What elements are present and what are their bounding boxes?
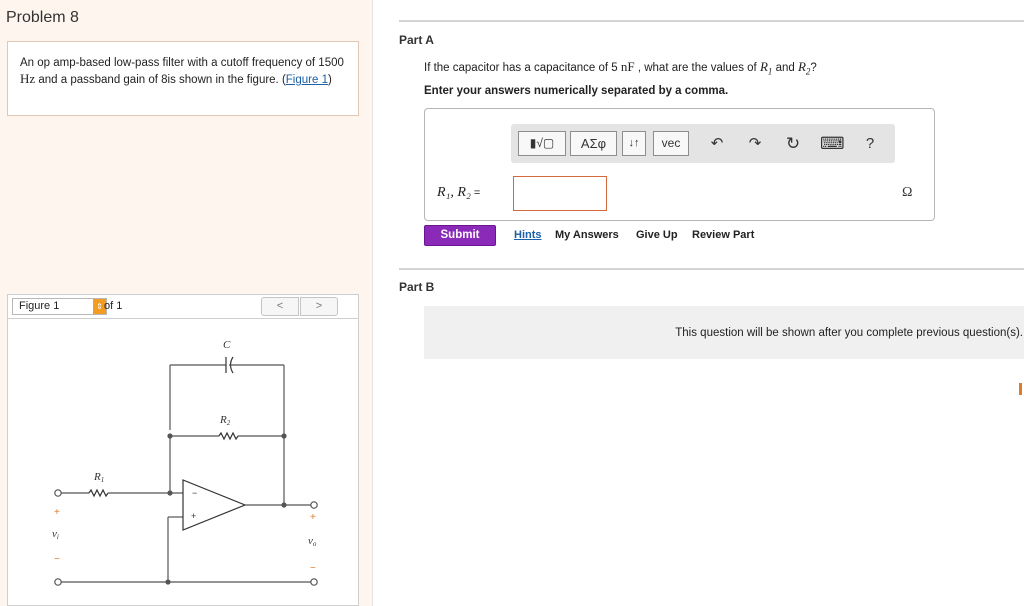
part-a-title: Part A <box>399 33 434 47</box>
question-text: and <box>772 62 798 74</box>
select-arrow-icon: ⇕ <box>93 299 106 314</box>
vector-button[interactable]: vec <box>653 131 689 156</box>
opamp-minus-sign: − <box>192 488 198 498</box>
undo-icon[interactable]: ↶ <box>710 135 724 152</box>
symbol-r1: $R_1$ <box>759 59 773 77</box>
output-minus-sign: − <box>310 563 316 574</box>
review-part-link[interactable]: Review Part <box>692 229 755 241</box>
figure-panel <box>7 294 359 606</box>
reset-icon[interactable]: ↻ <box>785 134 801 153</box>
question-text: If the capacitor has a capacitance of 5 <box>424 62 621 74</box>
node <box>281 502 286 507</box>
input-ground-terminal <box>55 579 61 585</box>
ohm-unit: Ω <box>902 185 913 200</box>
problem-title: Problem 8 <box>6 9 79 26</box>
circuit-diagram <box>8 320 358 606</box>
answer-input[interactable] <box>513 176 607 211</box>
capacitance-unit: nF <box>620 59 635 74</box>
input-minus-sign: − <box>54 554 60 565</box>
edge-indicator <box>1019 383 1022 395</box>
part-a-question <box>424 59 817 77</box>
next-figure-button[interactable]: > <box>300 297 338 316</box>
label-vi: vi <box>52 528 59 541</box>
label-vo: vo <box>308 535 317 548</box>
resistor-r1 <box>89 490 108 496</box>
node <box>165 579 170 584</box>
greek-symbols-button[interactable]: ΑΣφ <box>570 131 617 156</box>
divider <box>399 20 1024 22</box>
question-text: , what are the values of <box>634 62 760 74</box>
symbol-r2: $R_2$ <box>797 59 811 77</box>
part-b-message: This question will be shown after you complete previous question(s). <box>675 327 1023 339</box>
answer-box <box>424 108 935 221</box>
my-answers-link[interactable]: My Answers <box>555 229 619 241</box>
math-toolbar <box>511 124 895 163</box>
part-b-locked-panel <box>424 306 1024 359</box>
problem-text-2: and a passband gain of 8is shown in the figure. ( <box>35 74 286 86</box>
subscript-superscript-button[interactable]: ↓↑ <box>622 131 646 156</box>
help-icon[interactable]: ? <box>865 135 875 152</box>
hints-link[interactable]: Hints <box>514 229 542 241</box>
node <box>167 490 172 495</box>
problem-text-1: An op amp-based low-pass filter with a cutoff frequency of 1500 <box>20 57 344 69</box>
input-plus-sign: + <box>54 507 60 518</box>
output-ground-terminal <box>311 579 317 585</box>
resistor-r2 <box>219 433 238 439</box>
part-b-title: Part B <box>399 280 435 294</box>
left-panel <box>0 0 373 606</box>
template-button[interactable]: ▮√▢ <box>518 131 566 156</box>
node <box>167 433 172 438</box>
answer-label: R₁, R₂ = <box>437 185 481 200</box>
question-text: ? <box>810 62 817 74</box>
node <box>281 433 286 438</box>
label-r2: R2 <box>220 414 231 427</box>
problem-description <box>7 41 359 116</box>
redo-icon[interactable]: ↷ <box>748 135 762 152</box>
submit-button[interactable]: Submit <box>424 225 496 246</box>
prev-figure-button[interactable]: < <box>261 297 299 316</box>
divider <box>399 268 1024 270</box>
part-a-instructions: Enter your answers numerically separated by a comma. <box>424 85 729 97</box>
figure-link[interactable]: Figure 1 <box>285 74 328 86</box>
output-plus-sign: + <box>310 512 316 523</box>
opamp-plus-sign: + <box>191 511 197 521</box>
give-up-link[interactable]: Give Up <box>636 229 678 241</box>
input-terminal <box>55 490 61 496</box>
frequency-unit: Hz <box>20 71 36 86</box>
output-terminal <box>311 502 317 508</box>
label-r1: R1 <box>94 471 105 484</box>
figure-select[interactable] <box>12 298 107 315</box>
figure-count: of 1 <box>104 300 123 312</box>
figure-header <box>8 295 358 319</box>
label-c: C <box>223 339 231 351</box>
keyboard-icon[interactable]: ⌨ <box>820 134 845 153</box>
problem-text-3: ) <box>327 74 332 86</box>
figure-select-label: Figure 1 <box>19 300 60 312</box>
